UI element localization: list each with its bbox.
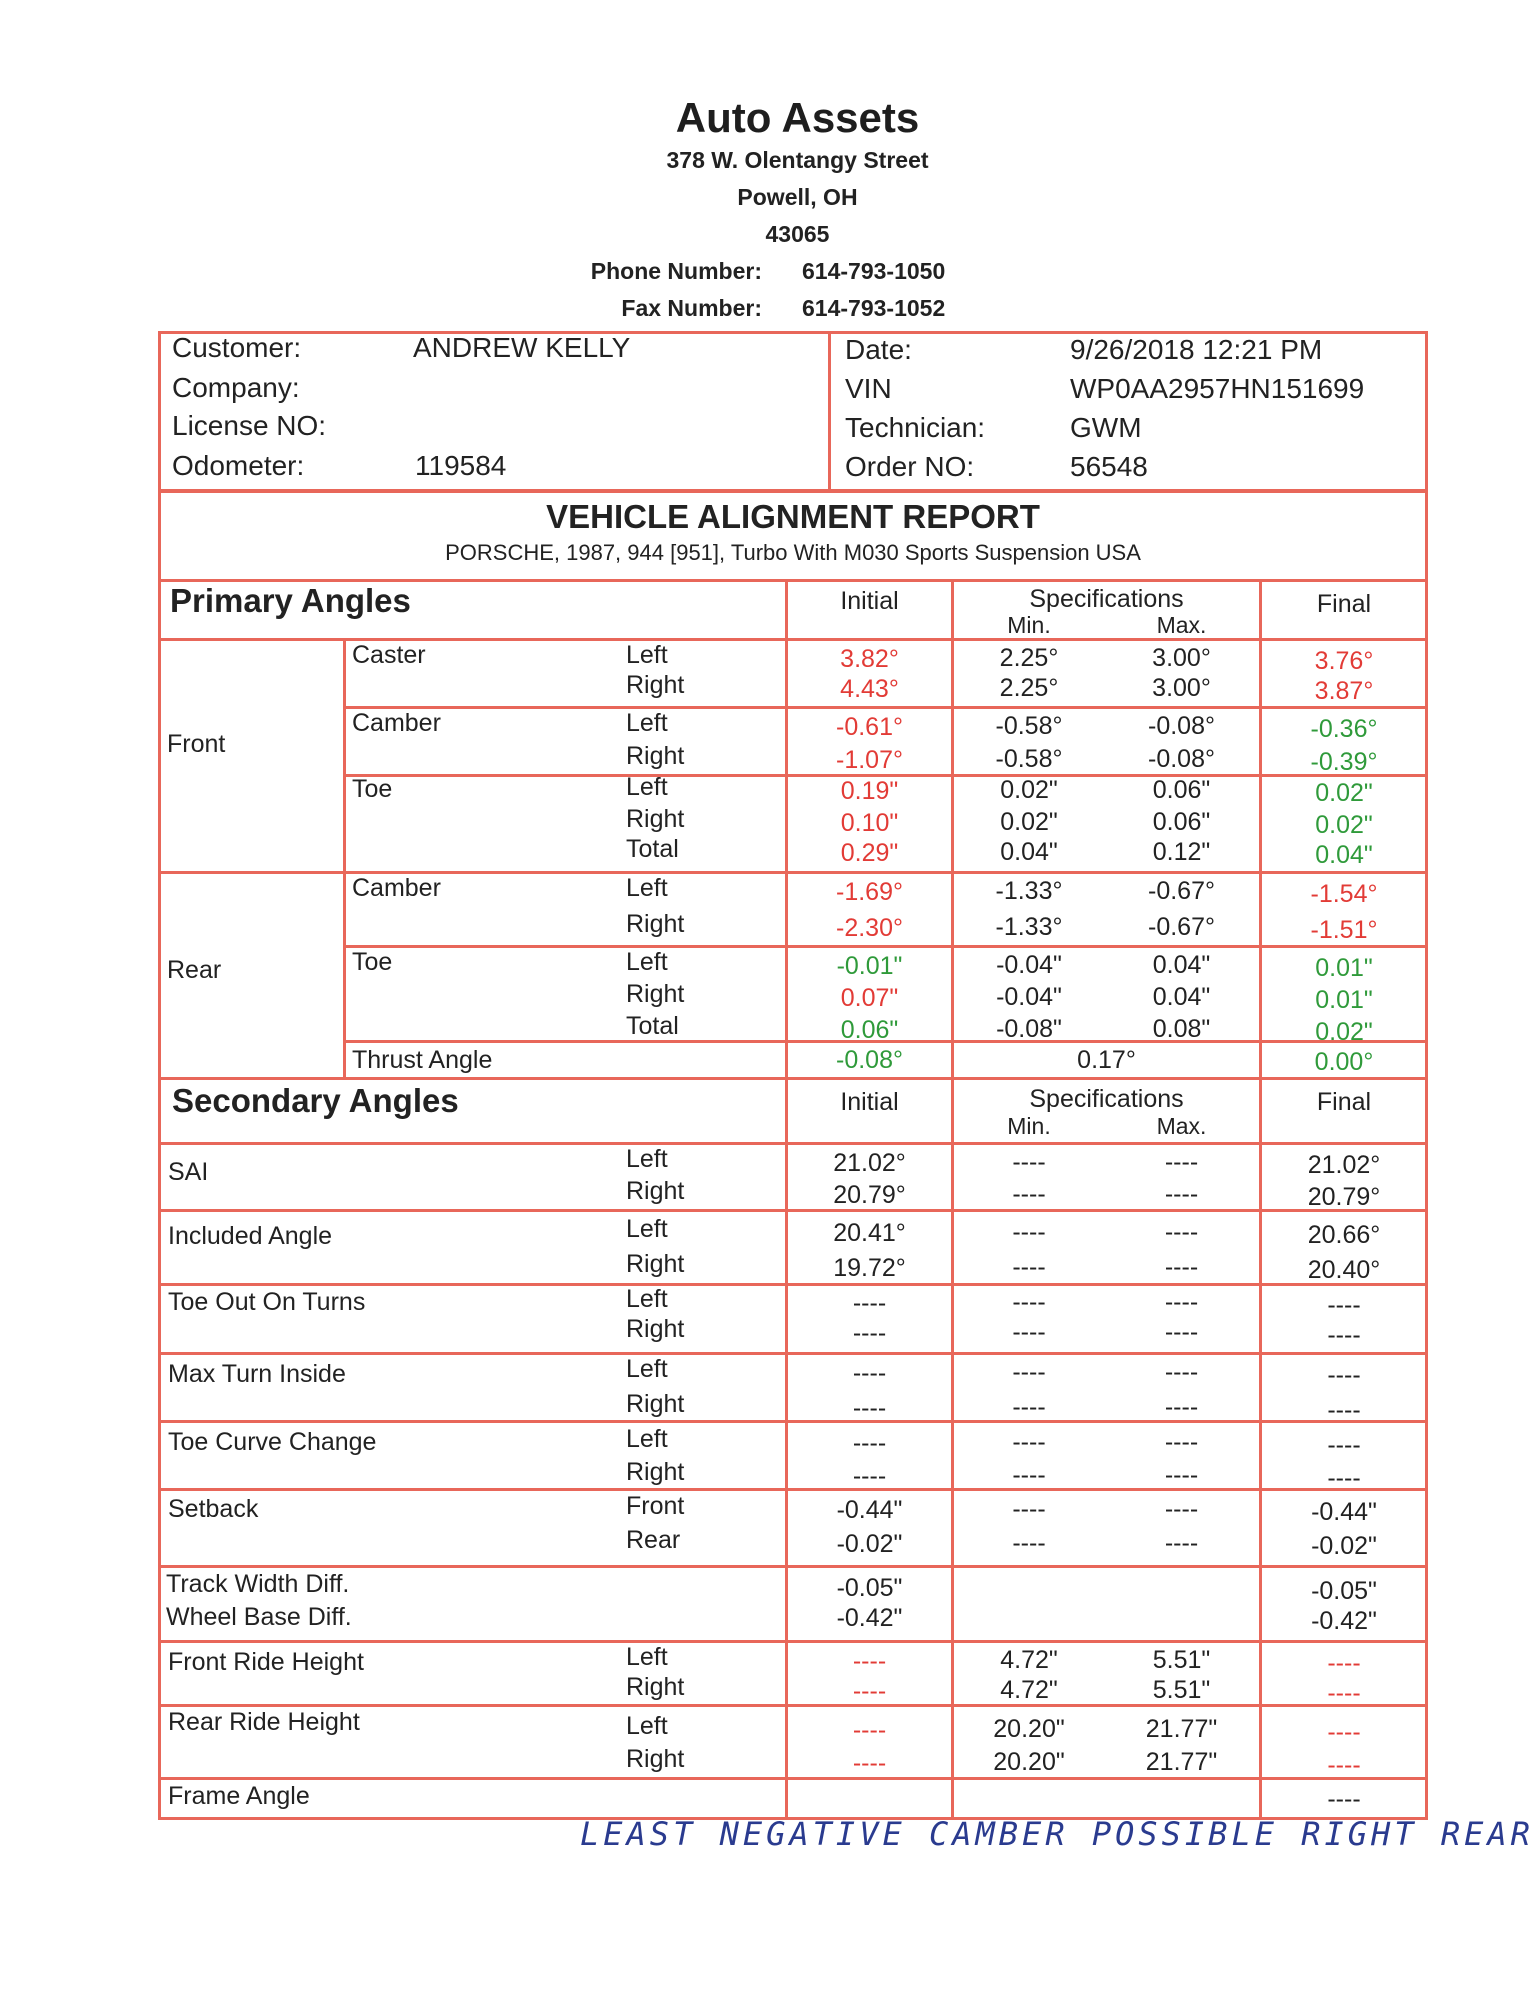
side-label: Rear	[626, 1526, 681, 1554]
final-value: ----	[1327, 1751, 1361, 1779]
initial-value: 20.41°	[833, 1219, 906, 1247]
spec-min-value: ----	[1012, 1218, 1046, 1246]
company-zip: 43065	[765, 221, 830, 247]
h-line	[158, 871, 1428, 874]
vin-label: VIN	[845, 373, 892, 404]
thrust-angle-label: Thrust Angle	[352, 1046, 493, 1074]
side-label: Left	[626, 1425, 668, 1453]
company-label: Company:	[172, 372, 300, 403]
spec-max-value: 3.00°	[1152, 674, 1211, 702]
final-value: 0.02"	[1315, 1018, 1373, 1046]
fax-number: 614-793-1052	[802, 295, 946, 321]
info-divider	[828, 331, 831, 492]
spec-max-value: -0.67°	[1148, 877, 1215, 905]
side-label: Front	[626, 1492, 685, 1520]
final-value: ----	[1327, 1361, 1361, 1389]
side-label: Left	[626, 1285, 668, 1313]
side-label: Left	[626, 874, 668, 902]
spec-min-value: 4.72"	[1000, 1646, 1058, 1674]
final-value: ----	[1327, 1679, 1361, 1707]
initial-value: ----	[852, 1359, 887, 1387]
spec-max-value: ----	[1164, 1148, 1199, 1176]
spec-max-value: -0.67°	[1148, 913, 1215, 941]
spec-max-value: ----	[1164, 1428, 1199, 1456]
h-line	[343, 945, 1428, 948]
side-label: Left	[626, 709, 668, 737]
report-title: VEHICLE ALIGNMENT REPORT	[546, 498, 1040, 535]
initial-value: 19.72°	[833, 1254, 906, 1282]
spec-min-value: -0.58°	[995, 745, 1063, 773]
rear-ride-height-label: Rear Ride Height	[168, 1708, 360, 1736]
spec-max-value: -0.08°	[1148, 712, 1215, 740]
company-city: Powell, OH	[737, 184, 858, 210]
initial-value: 0.10"	[840, 809, 899, 837]
initial-value: -0.42"	[836, 1604, 903, 1632]
spec-max-value: 0.04"	[1152, 951, 1211, 979]
spec-max-value: 0.12"	[1152, 838, 1211, 866]
vehicle-description: PORSCHE, 1987, 944 [951], Turbo With M030 Sports Suspension USA	[445, 540, 1141, 565]
initial-value: -0.01"	[836, 952, 903, 980]
spec-min-value: ----	[1012, 1529, 1046, 1557]
spec-max-value: ----	[1164, 1318, 1199, 1346]
spec-max-value: ----	[1164, 1218, 1199, 1246]
side-label: Right	[626, 1390, 685, 1418]
initial-value: ----	[852, 1462, 887, 1490]
col-max-secondary: Max.	[1156, 1113, 1207, 1139]
initial-value: ----	[852, 1749, 887, 1777]
spec-max-value: ----	[1164, 1358, 1199, 1386]
spec-max-value: ----	[1164, 1393, 1199, 1421]
side-label: Left	[626, 1145, 668, 1173]
order-label: Order NO:	[845, 451, 975, 482]
initial-value: 0.19"	[840, 777, 899, 805]
date-value: 9/26/2018 12:21 PM	[1070, 334, 1323, 365]
wheel-base-label: Wheel Base Diff.	[166, 1603, 352, 1631]
spec-min-value: -1.33°	[995, 877, 1063, 905]
final-value: 3.87°	[1314, 677, 1374, 705]
spec-max-value: 3.00°	[1152, 644, 1211, 672]
customer-label: Customer:	[172, 332, 302, 363]
fax-label: Fax Number:	[621, 295, 762, 321]
final-value: ----	[1327, 1718, 1361, 1746]
final-value: -1.51°	[1310, 916, 1378, 944]
included-label: Included Angle	[168, 1222, 333, 1250]
final-value: 0.01"	[1315, 986, 1373, 1014]
spec-max-value: 21.77"	[1145, 1715, 1218, 1743]
final-value: 21.02°	[1307, 1151, 1381, 1179]
side-label: Left	[626, 1355, 668, 1383]
side-label: Right	[626, 1177, 685, 1205]
col-final-secondary: Final	[1316, 1088, 1372, 1116]
v-line	[343, 638, 346, 1077]
odometer-value: 119584	[415, 450, 507, 481]
initial-value: 0.06"	[840, 1016, 899, 1044]
final-value: ----	[1327, 1785, 1361, 1813]
initial-value: 0.07"	[840, 984, 899, 1012]
spec-min-value: -0.04"	[996, 983, 1062, 1011]
date-label: Date:	[845, 334, 912, 365]
technician-value: GWM	[1070, 412, 1142, 443]
max-turn-label: Max Turn Inside	[168, 1360, 346, 1388]
spec-min-value: ----	[1012, 1253, 1046, 1281]
toe-label: Toe	[352, 948, 393, 976]
final-value: ----	[1327, 1649, 1361, 1677]
h-line	[158, 1283, 1428, 1286]
spec-min-value: -0.58°	[995, 712, 1063, 740]
final-value: -0.05"	[1311, 1577, 1377, 1605]
initial-value: ----	[852, 1319, 887, 1347]
spec-min-value: ----	[1012, 1428, 1046, 1456]
spec-value: 0.17°	[1077, 1046, 1136, 1074]
initial-value: -0.08°	[836, 1046, 903, 1074]
side-label: Right	[626, 1673, 685, 1701]
initial-value: -2.30°	[836, 914, 903, 942]
initial-value: 20.79°	[833, 1181, 906, 1209]
frame-angle-label: Frame Angle	[168, 1782, 310, 1810]
col-initial-secondary: Initial	[840, 1088, 899, 1116]
h-line	[158, 1640, 1428, 1643]
rear-group-label: Rear	[167, 956, 222, 984]
spec-min-value: -1.33°	[995, 913, 1063, 941]
h-line	[158, 1142, 1428, 1145]
col-min-secondary: Min.	[1007, 1113, 1051, 1139]
spec-min-value: 0.04"	[1000, 838, 1058, 866]
initial-value: 4.43°	[840, 675, 899, 703]
spec-min-value: ----	[1012, 1148, 1046, 1176]
spec-min-value: ----	[1012, 1495, 1046, 1523]
front-ride-height-label: Front Ride Height	[168, 1648, 364, 1676]
initial-value: ----	[852, 1716, 887, 1744]
spec-max-value: ----	[1164, 1461, 1199, 1489]
final-value: ----	[1327, 1431, 1361, 1459]
final-value: ----	[1327, 1291, 1361, 1319]
final-value: ----	[1327, 1396, 1361, 1424]
primary-angles-heading: Primary Angles	[170, 582, 411, 619]
spec-min-value: 4.72"	[1000, 1676, 1058, 1704]
toe-label: Toe	[352, 775, 393, 803]
initial-value: ----	[852, 1289, 887, 1317]
col-min: Min.	[1007, 612, 1051, 638]
h-line	[343, 706, 1428, 709]
final-value: 3.76°	[1314, 647, 1374, 675]
final-value: -0.02"	[1311, 1532, 1377, 1560]
order-value: 56548	[1070, 451, 1148, 482]
final-value: 0.00°	[1314, 1048, 1374, 1076]
final-value: -0.44"	[1311, 1498, 1377, 1526]
spec-max-value: 0.04"	[1152, 983, 1211, 1011]
initial-value: ----	[852, 1394, 887, 1422]
side-label: Right	[626, 1745, 685, 1773]
vin-value: WP0AA2957HN151699	[1070, 373, 1365, 404]
final-value: -0.42"	[1311, 1607, 1377, 1635]
initial-value: ----	[852, 1647, 887, 1675]
customer-value: ANDREW KELLY	[413, 332, 631, 363]
spec-min-value: ----	[1012, 1288, 1046, 1316]
final-value: -1.54°	[1310, 880, 1378, 908]
toe-out-label: Toe Out On Turns	[168, 1288, 366, 1316]
spec-min-value: 0.02"	[1000, 808, 1058, 836]
initial-value: ----	[852, 1429, 887, 1457]
initial-value: 21.02°	[833, 1149, 906, 1177]
company-name: Auto Assets	[675, 94, 920, 141]
spec-min-value: ----	[1012, 1318, 1046, 1346]
side-label: Left	[626, 948, 668, 976]
technician-label: Technician:	[845, 412, 986, 443]
initial-value: -1.07°	[836, 746, 903, 774]
final-value: 20.66°	[1307, 1221, 1381, 1249]
spec-max-value: ----	[1164, 1180, 1199, 1208]
phone-label: Phone Number:	[590, 258, 762, 284]
side-label: Left	[626, 1215, 668, 1243]
caster-label: Caster	[352, 641, 426, 669]
col-max: Max.	[1156, 612, 1207, 638]
final-value: 20.79°	[1307, 1183, 1381, 1211]
initial-value: 3.82°	[840, 645, 899, 673]
camber-label: Camber	[352, 874, 441, 902]
spec-max-value: 0.08"	[1152, 1015, 1211, 1043]
side-label: Right	[626, 1250, 685, 1278]
side-label: Left	[626, 1712, 668, 1740]
company-street: 378 W. Olentangy Street	[666, 147, 929, 173]
initial-value: ----	[852, 1677, 887, 1705]
side-label: Left	[626, 773, 668, 801]
side-label: Right	[626, 742, 685, 770]
spec-max-value: 0.06"	[1152, 776, 1211, 804]
spec-max-value: ----	[1164, 1288, 1199, 1316]
spec-max-value: ----	[1164, 1495, 1199, 1523]
final-value: -0.36°	[1310, 715, 1378, 743]
front-group-label: Front	[167, 730, 226, 758]
initial-value: 0.29"	[840, 839, 899, 867]
handwritten-note: LEAST NEGATIVE CAMBER POSSIBLE RIGHT REAR	[580, 1815, 1534, 1853]
final-value: ----	[1327, 1321, 1361, 1349]
sai-label: SAI	[168, 1158, 209, 1186]
initial-value: -1.69°	[836, 878, 903, 906]
side-label: Right	[626, 671, 685, 699]
spec-max-value: ----	[1164, 1253, 1199, 1281]
initial-value: -0.44"	[836, 1496, 903, 1524]
spec-max-value: 0.06"	[1152, 808, 1211, 836]
spec-min-value: -0.08"	[996, 1015, 1062, 1043]
toe-curve-label: Toe Curve Change	[168, 1428, 377, 1456]
spec-max-value: 21.77"	[1145, 1748, 1218, 1776]
license-label: License NO:	[172, 410, 327, 441]
final-value: ----	[1327, 1464, 1361, 1492]
spec-min-value: 2.25°	[999, 644, 1059, 672]
h-line	[158, 1352, 1428, 1355]
spec-min-value: 0.02"	[1000, 776, 1058, 804]
col-initial: Initial	[840, 587, 899, 615]
side-label: Right	[626, 1315, 685, 1343]
final-value: 0.02"	[1315, 811, 1373, 839]
side-label: Right	[626, 910, 685, 938]
initial-value: -0.61°	[836, 713, 903, 741]
initial-value: -0.02"	[836, 1530, 903, 1558]
col-specifications-secondary: Specifications	[1029, 1085, 1184, 1113]
final-value: 0.01"	[1315, 954, 1373, 982]
track-width-label: Track Width Diff.	[166, 1570, 350, 1598]
spec-min-value: ----	[1012, 1461, 1046, 1489]
spec-max-value: -0.08°	[1148, 745, 1215, 773]
spec-max-value: 5.51"	[1152, 1676, 1211, 1704]
spec-min-value: 2.25°	[999, 674, 1059, 702]
spec-max-value: 5.51"	[1152, 1646, 1211, 1674]
setback-label: Setback	[168, 1495, 259, 1523]
spec-min-value: 20.20"	[993, 1748, 1065, 1776]
h-line	[158, 1565, 1428, 1568]
side-label: Left	[626, 1643, 668, 1671]
side-label: Total	[626, 835, 679, 863]
spec-max-value: ----	[1164, 1529, 1199, 1557]
col-final: Final	[1316, 590, 1372, 618]
side-label: Right	[626, 1458, 685, 1486]
spec-min-value: ----	[1012, 1393, 1046, 1421]
final-value: -0.39°	[1310, 748, 1378, 776]
side-label: Right	[626, 805, 685, 833]
side-label: Right	[626, 980, 685, 1008]
spec-min-value: ----	[1012, 1358, 1046, 1386]
final-value: 0.02"	[1315, 779, 1373, 807]
secondary-angles-heading: Secondary Angles	[172, 1082, 459, 1119]
phone-number: 614-793-1050	[802, 258, 946, 284]
initial-value: -0.05"	[836, 1574, 903, 1602]
final-value: 0.04"	[1315, 841, 1373, 869]
spec-min-value: -0.04"	[996, 951, 1062, 979]
h-line	[158, 1077, 1428, 1080]
odometer-label: Odometer:	[172, 450, 305, 481]
spec-min-value: ----	[1012, 1180, 1046, 1208]
side-label: Left	[626, 641, 668, 669]
spec-min-value: 20.20"	[993, 1715, 1065, 1743]
final-value: 20.40°	[1307, 1256, 1381, 1284]
col-specifications: Specifications	[1029, 585, 1184, 613]
side-label: Total	[626, 1012, 679, 1040]
camber-label: Camber	[352, 709, 441, 737]
